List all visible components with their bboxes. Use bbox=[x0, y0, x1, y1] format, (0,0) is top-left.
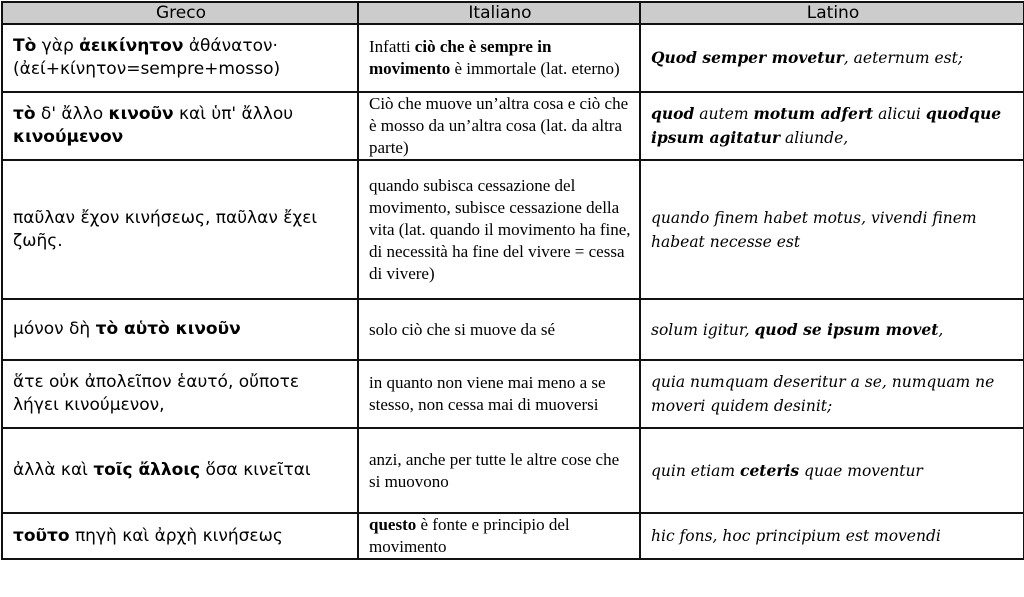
greek-cell bbox=[2, 428, 358, 513]
header-latin: Latino bbox=[640, 2, 1024, 24]
text-run: quia numquam deseritur a se, numquam ne moveri quidem desinit; bbox=[651, 373, 995, 415]
italian-cell bbox=[358, 513, 640, 559]
bold-text-run: motum adfert bbox=[753, 104, 874, 123]
italian-cell bbox=[358, 299, 640, 360]
bold-text-run: ἀεικίνητον bbox=[79, 36, 184, 56]
text-run: quae moventur bbox=[799, 461, 923, 480]
text-run: πηγὴ καὶ ἀρχὴ κινήσεως bbox=[69, 525, 283, 546]
bold-text-run: τοῖς ἄλλοις bbox=[93, 460, 201, 480]
text-run: quando subisca cessazione del movimento, subisce cessazione della vita (lat. quando il movimento ha fine, di necessità ha fine del vivere = cessa di vivere) bbox=[369, 175, 631, 283]
text-run: quando finem habet motus, vivendi finem habeat necesse est bbox=[651, 208, 977, 251]
italian-cell bbox=[358, 92, 640, 160]
greek-cell bbox=[2, 160, 358, 299]
latin-cell bbox=[640, 299, 1024, 360]
text-run: anzi, anche per tutte le altre cose che si muovono bbox=[369, 449, 620, 491]
bold-text-run: τοῦτο bbox=[13, 525, 70, 546]
text-run: autem bbox=[694, 105, 754, 123]
table-row bbox=[2, 24, 1024, 92]
italian-cell bbox=[358, 160, 640, 299]
greek-cell bbox=[2, 92, 358, 160]
text-run: hic fons, hoc principium est movendi bbox=[651, 527, 941, 545]
text-run: μόνον δὴ bbox=[13, 319, 96, 339]
latin-cell bbox=[640, 24, 1024, 92]
bold-text-run: Quod semper movetur bbox=[651, 48, 844, 67]
text-run: alicui bbox=[873, 105, 926, 123]
bold-text-run: Τὸ bbox=[13, 36, 37, 56]
latin-cell bbox=[640, 360, 1024, 428]
greek-cell bbox=[2, 24, 358, 92]
bold-text-run: ciò che è sempre in movimento bbox=[369, 37, 552, 78]
greek-cell bbox=[2, 299, 358, 360]
header-italian: Italiano bbox=[358, 2, 640, 24]
bold-text-run: κινούμενον bbox=[13, 127, 124, 147]
translation-table bbox=[1, 1, 1024, 560]
italian-cell bbox=[358, 428, 640, 513]
text-run: Ciò che muove un’altra cosa e ciò che è mosso da un’altra cosa (lat. da altra parte) bbox=[369, 94, 629, 157]
text-run: aliunde, bbox=[780, 129, 849, 147]
bold-text-run: ceteris bbox=[740, 460, 800, 480]
header-greek: Greco bbox=[2, 2, 358, 24]
text-run: παῦλαν ἔχον κινήσεως, παῦλαν ἔχει ζωῆς. bbox=[13, 207, 318, 251]
text-run: in quanto non viene mai meno a se stesso, non cessa mai di muoversi bbox=[369, 373, 606, 414]
bold-text-run: κινοῦν bbox=[108, 104, 174, 124]
italian-cell bbox=[358, 24, 640, 92]
greek-cell bbox=[2, 360, 358, 428]
bold-text-run: quod bbox=[651, 104, 695, 123]
latin-cell bbox=[640, 513, 1024, 559]
bold-text-run: τὸ bbox=[13, 104, 36, 124]
text-run: è immortale (lat. eterno) bbox=[450, 59, 620, 78]
text-run: ἀθάνατον· (ἀεί+κίνητον=sempre+mosso) bbox=[13, 36, 281, 79]
text-run: solum igitur, bbox=[651, 320, 755, 339]
text-run: , bbox=[938, 320, 944, 339]
text-run: solo ciò che si muove da sé bbox=[369, 319, 556, 339]
text-run: ἀλλὰ καὶ bbox=[13, 460, 94, 480]
table-row bbox=[2, 160, 1024, 299]
latin-cell bbox=[640, 160, 1024, 299]
table-row bbox=[2, 299, 1024, 360]
latin-cell bbox=[640, 92, 1024, 160]
greek-cell bbox=[2, 513, 358, 559]
header-row bbox=[2, 2, 1024, 24]
text-run: δ' ἄλλο bbox=[35, 104, 109, 124]
text-run: γὰρ bbox=[36, 36, 80, 56]
latin-cell bbox=[640, 428, 1024, 513]
text-run: ἅτε οὐκ ἀπολεῖπον ἑαυτό, οὔποτε λήγει κινούμενον, bbox=[13, 372, 300, 415]
text-run: ὅσα κινεῖται bbox=[200, 460, 311, 480]
table-row bbox=[2, 513, 1024, 559]
bold-text-run: τὸ αὑτὸ κινοῦν bbox=[95, 319, 241, 339]
table-row bbox=[2, 92, 1024, 160]
text-run: , aeternum est; bbox=[843, 49, 964, 67]
bold-text-run: quodque ipsum agitatur bbox=[651, 104, 1002, 147]
text-run: Infatti bbox=[369, 37, 415, 56]
italian-cell bbox=[358, 360, 640, 428]
text-run: è fonte e principio del movimento bbox=[369, 515, 570, 556]
bold-text-run: questo bbox=[369, 515, 417, 534]
table-row bbox=[2, 360, 1024, 428]
bold-text-run: quod se ipsum movet bbox=[754, 319, 939, 339]
text-run: quin etiam bbox=[651, 461, 740, 480]
text-run: καὶ ὑπ' ἄλλου bbox=[173, 104, 294, 124]
table-row bbox=[2, 428, 1024, 513]
